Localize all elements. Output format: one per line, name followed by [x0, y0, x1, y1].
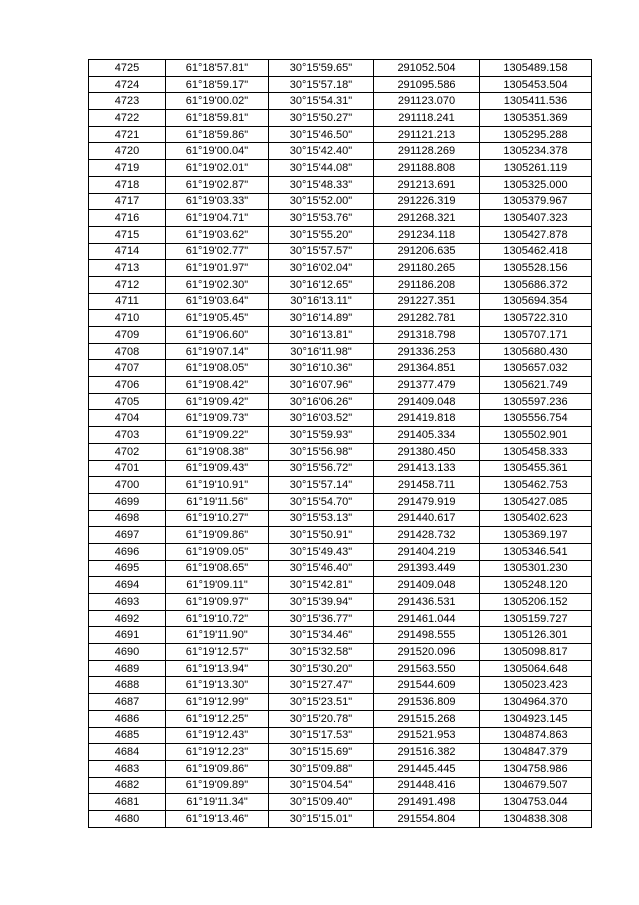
table-row — [89, 377, 592, 394]
y-coordinate-cell: 1304923.145 — [480, 710, 592, 727]
x-coordinate-cell: 291563.550 — [374, 660, 480, 677]
longitude-cell: 30°15'17.53" — [269, 727, 374, 744]
latitude-cell: 61°19'02.30" — [166, 276, 269, 293]
longitude-cell: 30°15'54.31" — [269, 93, 374, 110]
table-row — [89, 577, 592, 594]
y-coordinate-cell: 1305489.158 — [480, 60, 592, 77]
latitude-cell: 61°19'11.90" — [166, 627, 269, 644]
y-coordinate-cell: 1305556.754 — [480, 410, 592, 427]
longitude-cell: 30°16'07.96" — [269, 377, 374, 394]
x-coordinate-cell: 291409.048 — [374, 393, 480, 410]
x-coordinate-cell: 291428.732 — [374, 527, 480, 544]
longitude-cell: 30°16'02.04" — [269, 260, 374, 277]
point-number-cell: 4681 — [89, 794, 166, 811]
point-number-cell: 4686 — [89, 710, 166, 727]
longitude-cell: 30°15'09.88" — [269, 760, 374, 777]
x-coordinate-cell: 291052.504 — [374, 60, 480, 77]
table-row — [89, 410, 592, 427]
longitude-cell: 30°15'57.14" — [269, 477, 374, 494]
table-row — [89, 610, 592, 627]
y-coordinate-cell: 1305680.430 — [480, 343, 592, 360]
longitude-cell: 30°15'56.72" — [269, 460, 374, 477]
longitude-cell: 30°15'30.20" — [269, 660, 374, 677]
x-coordinate-cell: 291226.319 — [374, 193, 480, 210]
latitude-cell: 61°19'02.01" — [166, 160, 269, 177]
longitude-cell: 30°15'09.40" — [269, 794, 374, 811]
y-coordinate-cell: 1305369.197 — [480, 527, 592, 544]
x-coordinate-cell: 291095.586 — [374, 76, 480, 93]
table-row — [89, 327, 592, 344]
y-coordinate-cell: 1305427.085 — [480, 493, 592, 510]
y-coordinate-cell: 1305427.878 — [480, 226, 592, 243]
longitude-cell: 30°15'48.33" — [269, 176, 374, 193]
x-coordinate-cell: 291180.265 — [374, 260, 480, 277]
longitude-cell: 30°15'54.70" — [269, 493, 374, 510]
longitude-cell: 30°15'36.77" — [269, 610, 374, 627]
latitude-cell: 61°19'09.86" — [166, 527, 269, 544]
table-row — [89, 727, 592, 744]
longitude-cell: 30°15'46.50" — [269, 126, 374, 143]
y-coordinate-cell: 1305657.032 — [480, 360, 592, 377]
latitude-cell: 61°19'09.73" — [166, 410, 269, 427]
x-coordinate-cell: 291491.498 — [374, 794, 480, 811]
latitude-cell: 61°19'10.27" — [166, 510, 269, 527]
x-coordinate-cell: 291405.334 — [374, 427, 480, 444]
table-row — [89, 310, 592, 327]
table-row — [89, 360, 592, 377]
latitude-cell: 61°19'08.65" — [166, 560, 269, 577]
longitude-cell: 30°15'46.40" — [269, 560, 374, 577]
latitude-cell: 61°18'59.81" — [166, 110, 269, 127]
point-number-cell: 4720 — [89, 143, 166, 160]
x-coordinate-cell: 291498.555 — [374, 627, 480, 644]
point-number-cell: 4695 — [89, 560, 166, 577]
latitude-cell: 61°19'09.22" — [166, 427, 269, 444]
table-row — [89, 477, 592, 494]
longitude-cell: 30°16'13.11" — [269, 293, 374, 310]
point-number-cell: 4709 — [89, 327, 166, 344]
point-number-cell: 4718 — [89, 176, 166, 193]
latitude-cell: 61°19'13.30" — [166, 677, 269, 694]
point-number-cell: 4690 — [89, 644, 166, 661]
point-number-cell: 4692 — [89, 610, 166, 627]
point-number-cell: 4713 — [89, 260, 166, 277]
table-row — [89, 677, 592, 694]
longitude-cell: 30°16'14.89" — [269, 310, 374, 327]
y-coordinate-cell: 1305351.369 — [480, 110, 592, 127]
table-row — [89, 160, 592, 177]
point-number-cell: 4689 — [89, 660, 166, 677]
y-coordinate-cell: 1305694.354 — [480, 293, 592, 310]
table-row — [89, 276, 592, 293]
longitude-cell: 30°15'49.43" — [269, 543, 374, 560]
x-coordinate-cell: 291461.044 — [374, 610, 480, 627]
table-row — [89, 193, 592, 210]
point-number-cell: 4700 — [89, 477, 166, 494]
x-coordinate-cell: 291554.804 — [374, 810, 480, 827]
point-number-cell: 4706 — [89, 377, 166, 394]
point-number-cell: 4702 — [89, 443, 166, 460]
x-coordinate-cell: 291188.808 — [374, 160, 480, 177]
point-number-cell: 4717 — [89, 193, 166, 210]
table-row — [89, 76, 592, 93]
table-row — [89, 393, 592, 410]
y-coordinate-cell: 1305502.901 — [480, 427, 592, 444]
table-row — [89, 243, 592, 260]
latitude-cell: 61°19'03.62" — [166, 226, 269, 243]
point-number-cell: 4724 — [89, 76, 166, 93]
x-coordinate-cell: 291364.851 — [374, 360, 480, 377]
point-number-cell: 4707 — [89, 360, 166, 377]
latitude-cell: 61°19'08.05" — [166, 360, 269, 377]
latitude-cell: 61°19'12.23" — [166, 744, 269, 761]
point-number-cell: 4684 — [89, 744, 166, 761]
point-number-cell: 4708 — [89, 343, 166, 360]
longitude-cell: 30°16'13.81" — [269, 327, 374, 344]
longitude-cell: 30°15'20.78" — [269, 710, 374, 727]
table-row — [89, 343, 592, 360]
x-coordinate-cell: 291318.798 — [374, 327, 480, 344]
coordinates-table — [88, 59, 592, 828]
point-number-cell: 4725 — [89, 60, 166, 77]
table-row — [89, 293, 592, 310]
y-coordinate-cell: 1305453.504 — [480, 76, 592, 93]
x-coordinate-cell: 291516.382 — [374, 744, 480, 761]
y-coordinate-cell: 1305346.541 — [480, 543, 592, 560]
x-coordinate-cell: 291206.635 — [374, 243, 480, 260]
y-coordinate-cell: 1305206.152 — [480, 594, 592, 611]
latitude-cell: 61°19'12.43" — [166, 727, 269, 744]
x-coordinate-cell: 291440.617 — [374, 510, 480, 527]
y-coordinate-cell: 1305098.817 — [480, 644, 592, 661]
latitude-cell: 61°19'09.11" — [166, 577, 269, 594]
y-coordinate-cell: 1305621.749 — [480, 377, 592, 394]
table-row — [89, 460, 592, 477]
point-number-cell: 4711 — [89, 293, 166, 310]
y-coordinate-cell: 1305402.623 — [480, 510, 592, 527]
latitude-cell: 61°19'03.64" — [166, 293, 269, 310]
y-coordinate-cell: 1305023.423 — [480, 677, 592, 694]
longitude-cell: 30°15'23.51" — [269, 694, 374, 711]
longitude-cell: 30°15'32.58" — [269, 644, 374, 661]
y-coordinate-cell: 1305686.372 — [480, 276, 592, 293]
y-coordinate-cell: 1304758.986 — [480, 760, 592, 777]
longitude-cell: 30°16'03.52" — [269, 410, 374, 427]
longitude-cell: 30°15'50.91" — [269, 527, 374, 544]
x-coordinate-cell: 291520.096 — [374, 644, 480, 661]
y-coordinate-cell: 1305379.967 — [480, 193, 592, 210]
latitude-cell: 61°19'00.04" — [166, 143, 269, 160]
latitude-cell: 61°18'57.81" — [166, 60, 269, 77]
table-row — [89, 560, 592, 577]
longitude-cell: 30°15'53.76" — [269, 210, 374, 227]
latitude-cell: 61°19'13.94" — [166, 660, 269, 677]
point-number-cell: 4710 — [89, 310, 166, 327]
latitude-cell: 61°19'09.42" — [166, 393, 269, 410]
point-number-cell: 4694 — [89, 577, 166, 594]
x-coordinate-cell: 291521.953 — [374, 727, 480, 744]
table-row — [89, 543, 592, 560]
longitude-cell: 30°15'42.81" — [269, 577, 374, 594]
x-coordinate-cell: 291234.118 — [374, 226, 480, 243]
longitude-cell: 30°15'52.00" — [269, 193, 374, 210]
y-coordinate-cell: 1305407.323 — [480, 210, 592, 227]
point-number-cell: 4704 — [89, 410, 166, 427]
y-coordinate-cell: 1305597.236 — [480, 393, 592, 410]
longitude-cell: 30°15'34.46" — [269, 627, 374, 644]
table-row — [89, 110, 592, 127]
longitude-cell: 30°15'50.27" — [269, 110, 374, 127]
x-coordinate-cell: 291377.479 — [374, 377, 480, 394]
latitude-cell: 61°19'09.43" — [166, 460, 269, 477]
y-coordinate-cell: 1304838.308 — [480, 810, 592, 827]
latitude-cell: 61°19'07.14" — [166, 343, 269, 360]
table-row — [89, 810, 592, 827]
x-coordinate-cell: 291458.711 — [374, 477, 480, 494]
latitude-cell: 61°19'11.34" — [166, 794, 269, 811]
latitude-cell: 61°19'02.77" — [166, 243, 269, 260]
x-coordinate-cell: 291544.609 — [374, 677, 480, 694]
table-row — [89, 777, 592, 794]
table-row — [89, 443, 592, 460]
x-coordinate-cell: 291123.070 — [374, 93, 480, 110]
point-number-cell: 4723 — [89, 93, 166, 110]
x-coordinate-cell: 291118.241 — [374, 110, 480, 127]
table-row — [89, 260, 592, 277]
longitude-cell: 30°15'15.69" — [269, 744, 374, 761]
point-number-cell: 4722 — [89, 110, 166, 127]
table-row — [89, 60, 592, 77]
point-number-cell: 4693 — [89, 594, 166, 611]
latitude-cell: 61°18'59.17" — [166, 76, 269, 93]
longitude-cell: 30°15'44.08" — [269, 160, 374, 177]
point-number-cell: 4687 — [89, 694, 166, 711]
x-coordinate-cell: 291186.208 — [374, 276, 480, 293]
point-number-cell: 4685 — [89, 727, 166, 744]
y-coordinate-cell: 1304964.370 — [480, 694, 592, 711]
longitude-cell: 30°16'10.36" — [269, 360, 374, 377]
latitude-cell: 61°19'12.25" — [166, 710, 269, 727]
point-number-cell: 4680 — [89, 810, 166, 827]
point-number-cell: 4699 — [89, 493, 166, 510]
latitude-cell: 61°19'09.89" — [166, 777, 269, 794]
table-row — [89, 594, 592, 611]
y-coordinate-cell: 1304753.044 — [480, 794, 592, 811]
point-number-cell: 4714 — [89, 243, 166, 260]
y-coordinate-cell: 1305261.119 — [480, 160, 592, 177]
y-coordinate-cell: 1305528.156 — [480, 260, 592, 277]
latitude-cell: 61°19'05.45" — [166, 310, 269, 327]
latitude-cell: 61°19'06.60" — [166, 327, 269, 344]
table-row — [89, 210, 592, 227]
longitude-cell: 30°15'39.94" — [269, 594, 374, 611]
point-number-cell: 4705 — [89, 393, 166, 410]
longitude-cell: 30°16'06.26" — [269, 393, 374, 410]
y-coordinate-cell: 1305455.361 — [480, 460, 592, 477]
longitude-cell: 30°15'55.20" — [269, 226, 374, 243]
x-coordinate-cell: 291404.219 — [374, 543, 480, 560]
table-row — [89, 760, 592, 777]
x-coordinate-cell: 291419.818 — [374, 410, 480, 427]
longitude-cell: 30°15'57.57" — [269, 243, 374, 260]
longitude-cell: 30°15'57.18" — [269, 76, 374, 93]
table-row — [89, 794, 592, 811]
x-coordinate-cell: 291121.213 — [374, 126, 480, 143]
latitude-cell: 61°19'08.38" — [166, 443, 269, 460]
y-coordinate-cell: 1304847.379 — [480, 744, 592, 761]
table-row — [89, 427, 592, 444]
y-coordinate-cell: 1305126.301 — [480, 627, 592, 644]
x-coordinate-cell: 291393.449 — [374, 560, 480, 577]
table-row — [89, 627, 592, 644]
latitude-cell: 61°19'09.05" — [166, 543, 269, 560]
y-coordinate-cell: 1305295.288 — [480, 126, 592, 143]
y-coordinate-cell: 1304679.507 — [480, 777, 592, 794]
point-number-cell: 4712 — [89, 276, 166, 293]
x-coordinate-cell: 291336.253 — [374, 343, 480, 360]
table-row — [89, 493, 592, 510]
y-coordinate-cell: 1304874.863 — [480, 727, 592, 744]
longitude-cell: 30°15'04.54" — [269, 777, 374, 794]
y-coordinate-cell: 1305301.230 — [480, 560, 592, 577]
longitude-cell: 30°15'27.47" — [269, 677, 374, 694]
x-coordinate-cell: 291515.268 — [374, 710, 480, 727]
point-number-cell: 4703 — [89, 427, 166, 444]
longitude-cell: 30°15'59.65" — [269, 60, 374, 77]
point-number-cell: 4715 — [89, 226, 166, 243]
longitude-cell: 30°16'11.98" — [269, 343, 374, 360]
longitude-cell: 30°15'42.40" — [269, 143, 374, 160]
x-coordinate-cell: 291380.450 — [374, 443, 480, 460]
coordinates-table-body — [89, 60, 592, 828]
latitude-cell: 61°19'01.97" — [166, 260, 269, 277]
latitude-cell: 61°19'00.02" — [166, 93, 269, 110]
table-row — [89, 527, 592, 544]
table-row — [89, 644, 592, 661]
x-coordinate-cell: 291227.351 — [374, 293, 480, 310]
y-coordinate-cell: 1305462.753 — [480, 477, 592, 494]
y-coordinate-cell: 1305064.648 — [480, 660, 592, 677]
y-coordinate-cell: 1305462.418 — [480, 243, 592, 260]
x-coordinate-cell: 291409.048 — [374, 577, 480, 594]
table-row — [89, 694, 592, 711]
y-coordinate-cell: 1305411.536 — [480, 93, 592, 110]
point-number-cell: 4698 — [89, 510, 166, 527]
latitude-cell: 61°19'12.99" — [166, 694, 269, 711]
longitude-cell: 30°15'56.98" — [269, 443, 374, 460]
latitude-cell: 61°19'09.86" — [166, 760, 269, 777]
point-number-cell: 4683 — [89, 760, 166, 777]
y-coordinate-cell: 1305248.120 — [480, 577, 592, 594]
table-row — [89, 510, 592, 527]
y-coordinate-cell: 1305458.333 — [480, 443, 592, 460]
x-coordinate-cell: 291268.321 — [374, 210, 480, 227]
x-coordinate-cell: 291413.133 — [374, 460, 480, 477]
table-row — [89, 744, 592, 761]
y-coordinate-cell: 1305707.171 — [480, 327, 592, 344]
latitude-cell: 61°19'03.33" — [166, 193, 269, 210]
x-coordinate-cell: 291213.691 — [374, 176, 480, 193]
latitude-cell: 61°19'04.71" — [166, 210, 269, 227]
point-number-cell: 4696 — [89, 543, 166, 560]
latitude-cell: 61°19'12.57" — [166, 644, 269, 661]
table-row — [89, 226, 592, 243]
point-number-cell: 4697 — [89, 527, 166, 544]
x-coordinate-cell: 291128.269 — [374, 143, 480, 160]
table-row — [89, 93, 592, 110]
latitude-cell: 61°18'59.86" — [166, 126, 269, 143]
x-coordinate-cell: 291448.416 — [374, 777, 480, 794]
point-number-cell: 4682 — [89, 777, 166, 794]
table-row — [89, 143, 592, 160]
y-coordinate-cell: 1305234.378 — [480, 143, 592, 160]
latitude-cell: 61°19'08.42" — [166, 377, 269, 394]
table-row — [89, 710, 592, 727]
point-number-cell: 4701 — [89, 460, 166, 477]
point-number-cell: 4716 — [89, 210, 166, 227]
point-number-cell: 4719 — [89, 160, 166, 177]
latitude-cell: 61°19'10.72" — [166, 610, 269, 627]
table-row — [89, 660, 592, 677]
latitude-cell: 61°19'02.87" — [166, 176, 269, 193]
latitude-cell: 61°19'10.91" — [166, 477, 269, 494]
x-coordinate-cell: 291282.781 — [374, 310, 480, 327]
longitude-cell: 30°15'15.01" — [269, 810, 374, 827]
table-row — [89, 176, 592, 193]
x-coordinate-cell: 291436.531 — [374, 594, 480, 611]
point-number-cell: 4691 — [89, 627, 166, 644]
latitude-cell: 61°19'13.46" — [166, 810, 269, 827]
longitude-cell: 30°16'12.65" — [269, 276, 374, 293]
y-coordinate-cell: 1305325.000 — [480, 176, 592, 193]
x-coordinate-cell: 291479.919 — [374, 493, 480, 510]
y-coordinate-cell: 1305722.310 — [480, 310, 592, 327]
longitude-cell: 30°15'53.13" — [269, 510, 374, 527]
longitude-cell: 30°15'59.93" — [269, 427, 374, 444]
x-coordinate-cell: 291536.809 — [374, 694, 480, 711]
latitude-cell: 61°19'09.97" — [166, 594, 269, 611]
x-coordinate-cell: 291445.445 — [374, 760, 480, 777]
y-coordinate-cell: 1305159.727 — [480, 610, 592, 627]
point-number-cell: 4721 — [89, 126, 166, 143]
table-row — [89, 126, 592, 143]
latitude-cell: 61°19'11.56" — [166, 493, 269, 510]
point-number-cell: 4688 — [89, 677, 166, 694]
